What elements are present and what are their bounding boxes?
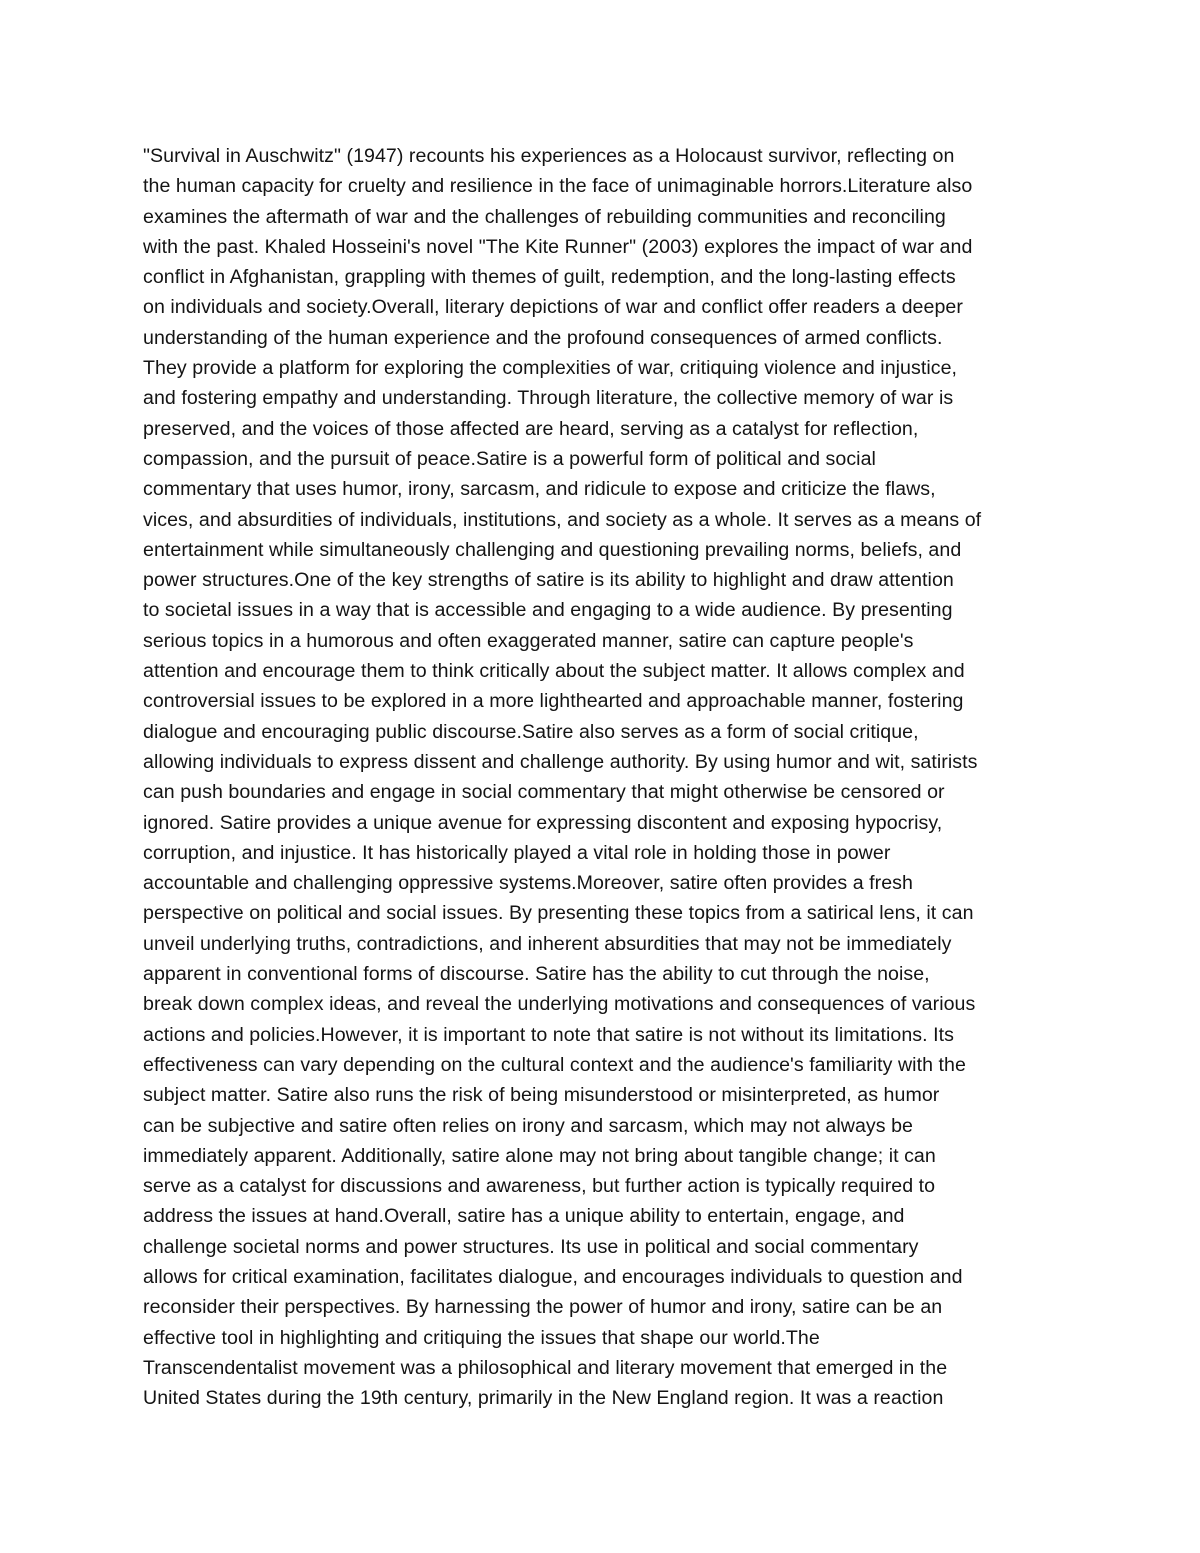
text-line: challenge societal norms and power structures. Its use in political and social commentary bbox=[143, 1235, 919, 1258]
text-line: serve as a catalyst for discussions and awareness, but further action is typically required to bbox=[143, 1175, 936, 1198]
text-line: apparent in conventional forms of discourse. Satire has the ability to cut through the noise, bbox=[143, 963, 930, 986]
text-line: can be subjective and satire often relies on irony and sarcasm, which may not always be bbox=[143, 1114, 913, 1137]
text-line: corruption, and injustice. It has historically played a vital role in holding those in power bbox=[143, 841, 891, 864]
text-line: Transcendentalist movement was a philosophical and literary movement that emerged in the bbox=[143, 1356, 948, 1379]
text-line: the human capacity for cruelty and resilience in the face of unimaginable horrors.Literature also bbox=[143, 175, 973, 198]
text-line: They provide a platform for exploring the complexities of war, critiquing violence and injustice, bbox=[143, 357, 958, 380]
text-line: vices, and absurdities of individuals, institutions, and society as a whole. It serves as a means of bbox=[143, 508, 982, 531]
text-line: preserved, and the voices of those affected are heard, serving as a catalyst for reflection, bbox=[143, 417, 919, 440]
text-line: allowing individuals to express dissent and challenge authority. By using humor and wit, satirists bbox=[143, 750, 978, 773]
text-line: break down complex ideas, and reveal the underlying motivations and consequences of various bbox=[143, 993, 976, 1016]
text-line: unveil underlying truths, contradictions, and inherent absurdities that may not be immediately bbox=[143, 932, 952, 955]
text-line: subject matter. Satire also runs the risk of being misunderstood or misinterpreted, as humor bbox=[143, 1084, 940, 1107]
text-line: immediately apparent. Additionally, satire alone may not bring about tangible change; it can bbox=[143, 1144, 936, 1167]
text-line: reconsider their perspectives. By harnessing the power of humor and irony, satire can be an bbox=[143, 1296, 943, 1319]
text-line: United States during the 19th century, primarily in the New England region. It was a reaction bbox=[143, 1387, 944, 1410]
text-line bbox=[143, 1413, 1083, 1443]
text-line: on individuals and society.Overall, literary depictions of war and conflict offer readers a deeper bbox=[143, 296, 963, 319]
text-line: controversial issues to be explored in a more lighthearted and approachable manner, fostering bbox=[143, 690, 964, 713]
text-line: perspective on political and social issues. By presenting these topics from a satirical lens, it can bbox=[143, 902, 974, 925]
text-line: to societal issues in a way that is accessible and engaging to a wide audience. By presenting bbox=[143, 599, 953, 622]
text-line: compassion, and the pursuit of peace.Satire is a powerful form of political and social bbox=[143, 447, 876, 470]
text-line: examines the aftermath of war and the challenges of rebuilding communities and reconciling bbox=[143, 205, 946, 228]
text-line: dialogue and encouraging public discourse.Satire also serves as a form of social critique, bbox=[143, 720, 919, 743]
text-line: conflict in Afghanistan, grappling with themes of guilt, redemption, and the long-lasting effects bbox=[143, 266, 956, 289]
text-line: attention and encourage them to think critically about the subject matter. It allows complex and bbox=[143, 660, 965, 683]
text-line: with the past. Khaled Hosseini's novel "The Kite Runner" (2003) explores the impact of war and bbox=[143, 235, 973, 258]
text-line: commentary that uses humor, irony, sarcasm, and ridicule to expose and criticize the flaws, bbox=[143, 478, 936, 501]
text-line: "Survival in Auschwitz" (1947) recounts his experiences as a Holocaust survivor, reflecting on bbox=[143, 145, 955, 167]
text-line: actions and policies.However, it is important to note that satire is not without its limitations. Its bbox=[143, 1023, 954, 1046]
text-line: power structures.One of the key strengths of satire is its ability to highlight and draw attention bbox=[143, 569, 954, 592]
text-line: ignored. Satire provides a unique avenue for expressing discontent and exposing hypocrisy, bbox=[143, 811, 943, 834]
text-line: and fostering empathy and understanding. Through literature, the collective memory of war is bbox=[143, 387, 954, 410]
text-line: effectiveness can vary depending on the cultural context and the audience's familiarity with the bbox=[143, 1053, 966, 1076]
text-line: entertainment while simultaneously challenging and questioning prevailing norms, beliefs, and bbox=[143, 538, 962, 561]
text-line: understanding of the human experience and the profound consequences of armed conflicts. bbox=[143, 326, 943, 349]
body-text bbox=[143, 141, 1083, 1444]
text-line: effective tool in highlighting and critiquing the issues that shape our world.The bbox=[143, 1326, 820, 1349]
text-line: address the issues at hand.Overall, satire has a unique ability to entertain, engage, and bbox=[143, 1205, 905, 1228]
text-line: accountable and challenging oppressive systems.Moreover, satire often provides a fresh bbox=[143, 872, 913, 895]
text-line: allows for critical examination, facilitates dialogue, and encourages individuals to question and bbox=[143, 1265, 963, 1288]
text-line: serious topics in a humorous and often exaggerated manner, satire can capture people's bbox=[143, 629, 914, 652]
text-line: can push boundaries and engage in social commentary that might otherwise be censored or bbox=[143, 781, 945, 804]
